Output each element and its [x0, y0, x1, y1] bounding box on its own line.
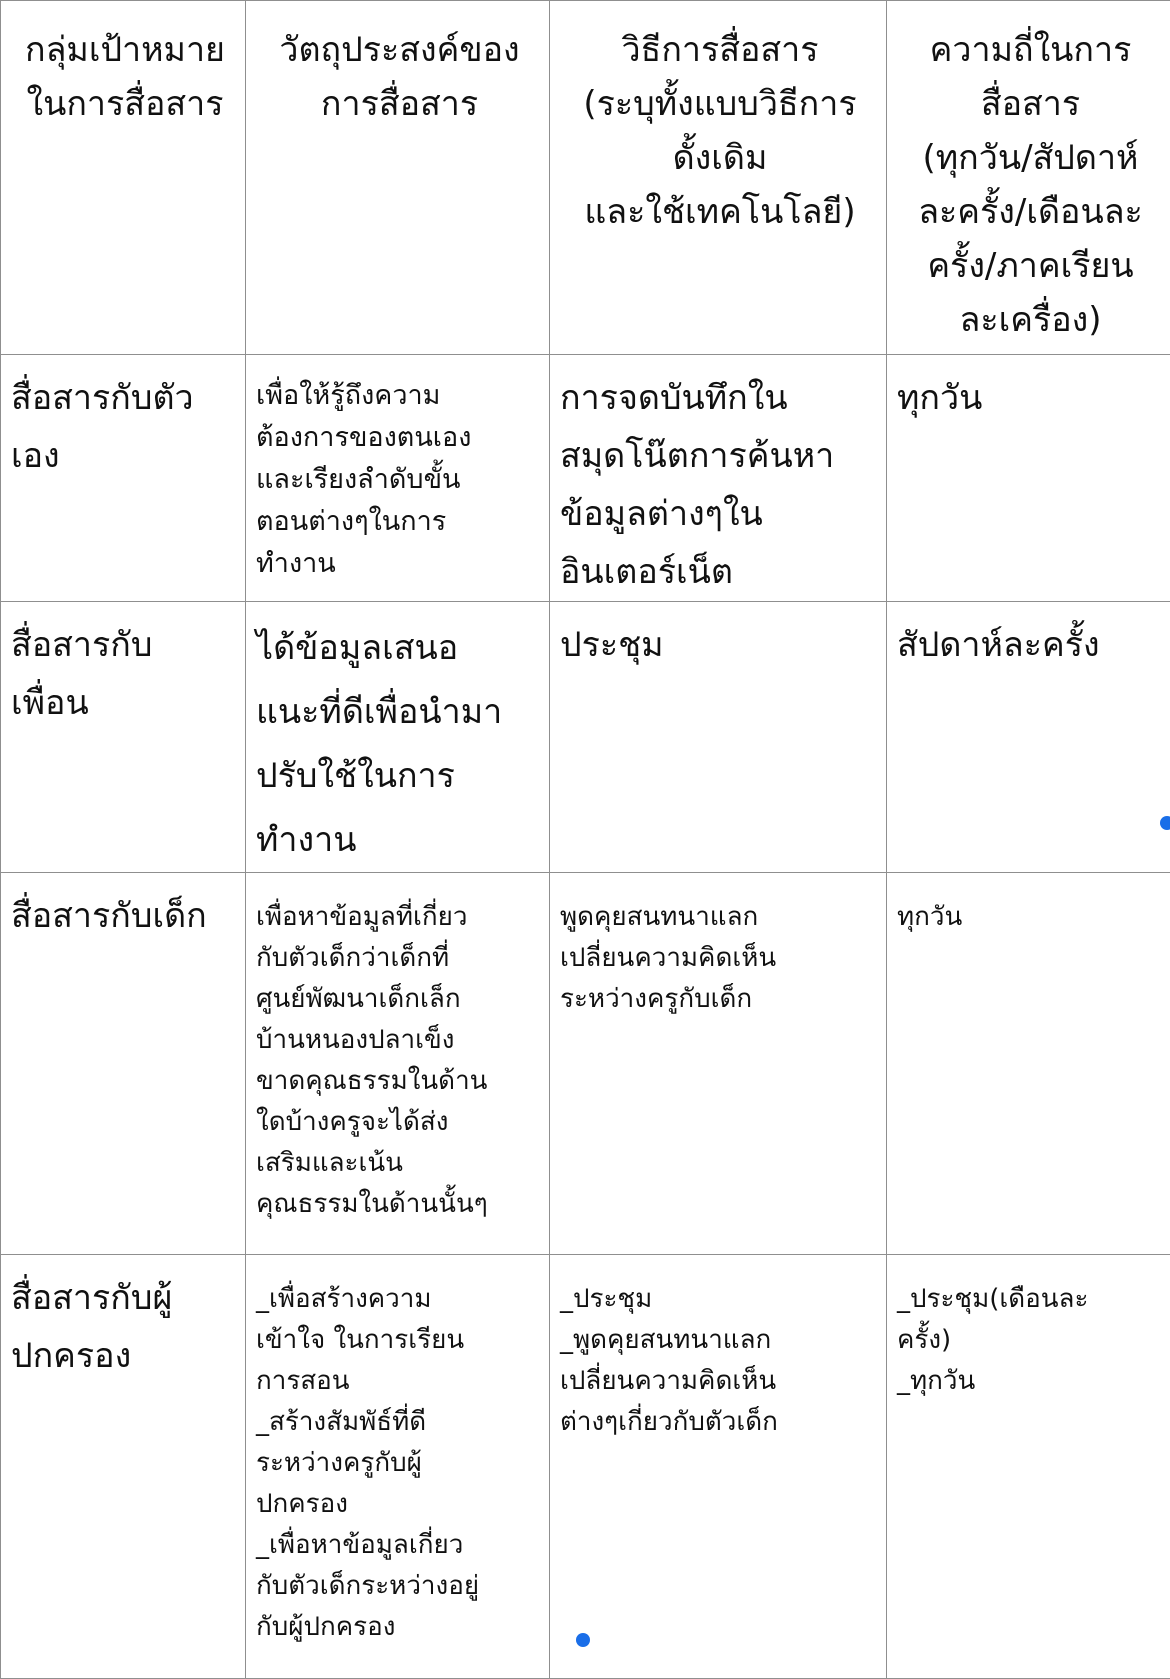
cell-method: ประชุม: [550, 602, 887, 873]
header-target-group: กลุ่มเป้าหมาย ในการสื่อสาร: [1, 1, 246, 355]
cell-group: สื่อสารกับเด็ก: [1, 873, 246, 1255]
cell-method: พูดคุยสนทนาแลก เปลี่ยนความคิดเห็น ระหว่างครูกับเด็ก: [550, 873, 887, 1255]
selection-handle-right[interactable]: [1160, 816, 1170, 830]
cell-method: การจดบันทึกใน สมุดโน๊ตการค้นหา ข้อมูลต่างๆใน อินเตอร์เน็ต: [550, 355, 887, 602]
cell-objective: ได้ข้อมูลเสนอ แนะที่ดีเพื่อนำมา ปรับใช้ในการ ทำงาน: [246, 602, 550, 873]
cell-frequency: ทุกวัน: [887, 355, 1170, 602]
header-frequency: ความถี่ในการ สื่อสาร (ทุกวัน/สัปดาห์ ละครั้ง/เดือนละ ครั้ง/ภาคเรียน ละเครื่อง): [887, 1, 1170, 355]
table-row: [1, 355, 1170, 602]
header-method: วิธีการสื่อสาร (ระบุทั้งแบบวิธีการ ดั้งเดิม และใช้เทคโนโลยี): [550, 1, 887, 355]
table-row: [1, 602, 1170, 873]
table-row: [1, 873, 1170, 1255]
header-objective: วัตถุประสงค์ของ การสื่อสาร: [246, 1, 550, 355]
cell-frequency: สัปดาห์ละครั้ง: [887, 602, 1170, 873]
cell-objective: _เพื่อสร้างความ เข้าใจ ในการเรียน การสอน _สร้างสัมพัธ์ที่ดี ระหว่างครูกับผู้ ปกครอง _เพื่อหาข้อมูลเกี่ยว กับตัวเด็กระหว่างอยู่ กับผู้ปกครอง: [246, 1255, 550, 1679]
cell-objective: เพื่อหาข้อมูลที่เกี่ยว กับตัวเด็กว่าเด็กที่ ศูนย์พัฒนาเด็กเล็ก บ้านหนองปลาเข็ง ขาดคุณธรรมในด้าน ใดบ้างครูจะได้ส่ง เสริมและเน้น คุณธรรมในด้านนั้นๆ: [246, 873, 550, 1255]
cell-group: สื่อสารกับตัว เอง: [1, 355, 246, 602]
cell-frequency: ทุกวัน: [887, 873, 1170, 1255]
cell-group: สื่อสารกับผู้ ปกครอง: [1, 1255, 246, 1679]
cell-group: สื่อสารกับ เพื่อน: [1, 602, 246, 873]
cell-method: _ประชุม _พูดคุยสนทนาแลก เปลี่ยนความคิดเห็น ต่างๆเกี่ยวกับตัวเด็ก: [550, 1255, 887, 1679]
cell-objective: เพื่อให้รู้ถึงความ ต้องการของตนเอง และเรียงลำดับขั้น ตอนต่างๆในการ ทำงาน: [246, 355, 550, 602]
cell-frequency: _ประชุม(เดือนละ ครั้ง) _ทุกวัน: [887, 1255, 1170, 1679]
selection-handle-bottom[interactable]: [576, 1633, 590, 1647]
header-row: [1, 1, 1170, 355]
table-row: [1, 1255, 1170, 1679]
